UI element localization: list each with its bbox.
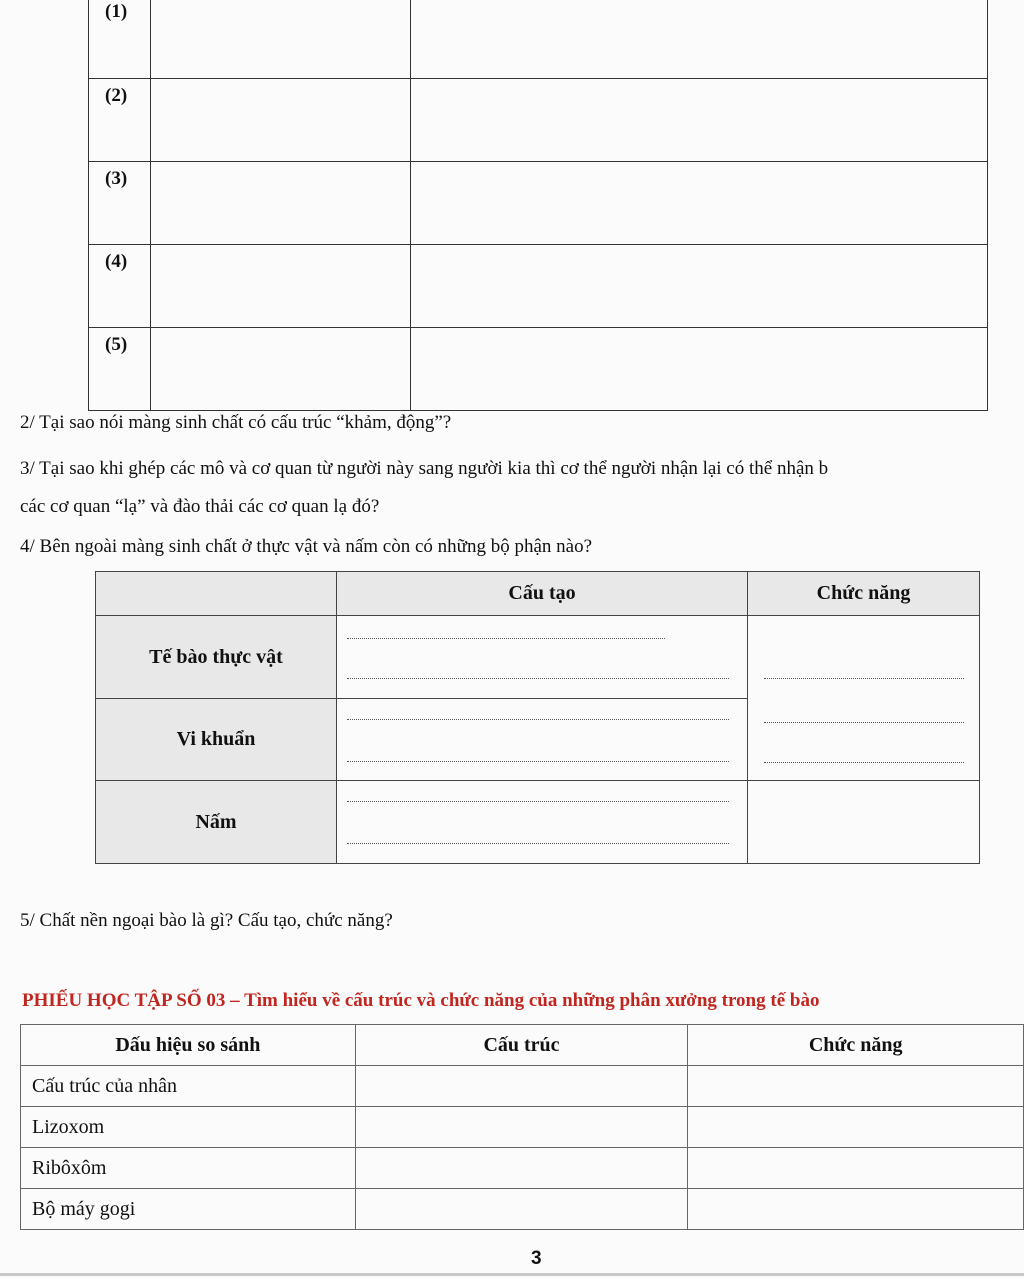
answer-cell[interactable] bbox=[748, 616, 980, 781]
answer-cell[interactable] bbox=[688, 1148, 1024, 1189]
page-bottom-divider bbox=[0, 1273, 1024, 1276]
answer-cell[interactable] bbox=[151, 79, 411, 162]
table-2 bbox=[95, 571, 980, 864]
table-row bbox=[89, 79, 988, 162]
row-label: Lizoxom bbox=[21, 1107, 356, 1148]
worksheet-title-number: PHIẾU HỌC TẬP SỐ 03 bbox=[22, 990, 226, 1011]
row-label: (2) bbox=[89, 79, 151, 162]
answer-cell[interactable] bbox=[411, 162, 988, 245]
answer-cell[interactable] bbox=[748, 781, 980, 864]
table-row bbox=[96, 781, 980, 864]
row-label: Nấm bbox=[96, 781, 337, 864]
dotted-line bbox=[347, 801, 729, 802]
dotted-line bbox=[347, 638, 665, 639]
row-label: Tế bào thực vật bbox=[96, 616, 337, 699]
table-header-row bbox=[96, 572, 980, 616]
row-label: Vi khuẩn bbox=[96, 699, 337, 781]
worksheet-title-topic: – Tìm hiểu về cấu trúc và chức năng của những phân xưởng trong tế bào bbox=[225, 990, 820, 1011]
answer-cell[interactable] bbox=[411, 0, 988, 79]
table-3 bbox=[20, 1024, 1024, 1230]
table-1 bbox=[88, 0, 988, 411]
row-label: (5) bbox=[89, 328, 151, 411]
answer-cell[interactable] bbox=[411, 328, 988, 411]
dotted-line bbox=[764, 762, 964, 763]
question-5: 5/ Chất nền ngoại bào là gì? Cấu tạo, chức năng? bbox=[20, 910, 393, 931]
table-row bbox=[96, 616, 980, 699]
page-number: 3 bbox=[531, 1248, 542, 1269]
answer-cell[interactable] bbox=[337, 616, 748, 699]
table-row bbox=[89, 162, 988, 245]
dotted-line bbox=[347, 843, 729, 844]
answer-cell[interactable] bbox=[355, 1107, 688, 1148]
dotted-line bbox=[764, 722, 964, 723]
answer-cell[interactable] bbox=[151, 328, 411, 411]
dotted-line bbox=[764, 678, 964, 679]
dotted-line bbox=[347, 678, 729, 679]
table-row bbox=[89, 245, 988, 328]
table-row bbox=[21, 1107, 1024, 1148]
answer-cell[interactable] bbox=[688, 1066, 1024, 1107]
worksheet-title bbox=[22, 990, 819, 1012]
header-cell-structure: Cấu tạo bbox=[337, 572, 748, 616]
header-cell-function: Chức năng bbox=[688, 1025, 1024, 1066]
row-label: (4) bbox=[89, 245, 151, 328]
answer-cell[interactable] bbox=[411, 245, 988, 328]
answer-cell[interactable] bbox=[355, 1148, 688, 1189]
header-cell-function: Chức năng bbox=[748, 572, 980, 616]
answer-cell[interactable] bbox=[688, 1189, 1024, 1230]
header-cell-criteria: Dấu hiệu so sánh bbox=[21, 1025, 356, 1066]
answer-cell[interactable] bbox=[337, 699, 748, 781]
table-header-row bbox=[21, 1025, 1024, 1066]
answer-cell[interactable] bbox=[688, 1107, 1024, 1148]
answer-cell[interactable] bbox=[151, 0, 411, 79]
question-4: 4/ Bên ngoài màng sinh chất ở thực vật và nấm còn có những bộ phận nào? bbox=[20, 536, 593, 557]
row-label: (1) bbox=[89, 0, 151, 79]
question-3-line-1: 3/ Tại sao khi ghép các mô và cơ quan từ người này sang người kia thì cơ thể người nhận lại có thể nhận b bbox=[20, 458, 829, 479]
answer-cell[interactable] bbox=[411, 79, 988, 162]
table-row bbox=[89, 328, 988, 411]
table-row bbox=[21, 1189, 1024, 1230]
question-2: 2/ Tại sao nói màng sinh chất có cấu trúc “khảm, động”? bbox=[20, 412, 452, 433]
table-row bbox=[89, 0, 988, 79]
header-cell-structure: Cấu trúc bbox=[355, 1025, 688, 1066]
header-cell-empty bbox=[96, 572, 337, 616]
answer-cell[interactable] bbox=[337, 781, 748, 864]
row-label: Cấu trúc của nhân bbox=[21, 1066, 356, 1107]
row-label: (3) bbox=[89, 162, 151, 245]
row-label: Ribôxôm bbox=[21, 1148, 356, 1189]
table-row bbox=[21, 1148, 1024, 1189]
answer-cell[interactable] bbox=[151, 245, 411, 328]
answer-cell[interactable] bbox=[355, 1066, 688, 1107]
answer-cell[interactable] bbox=[151, 162, 411, 245]
dotted-line bbox=[347, 761, 729, 762]
dotted-line bbox=[347, 719, 729, 720]
question-3-line-2: các cơ quan “lạ” và đào thải các cơ quan lạ đó? bbox=[20, 496, 380, 517]
row-label: Bộ máy gogi bbox=[21, 1189, 356, 1230]
table-row bbox=[21, 1066, 1024, 1107]
answer-cell[interactable] bbox=[355, 1189, 688, 1230]
